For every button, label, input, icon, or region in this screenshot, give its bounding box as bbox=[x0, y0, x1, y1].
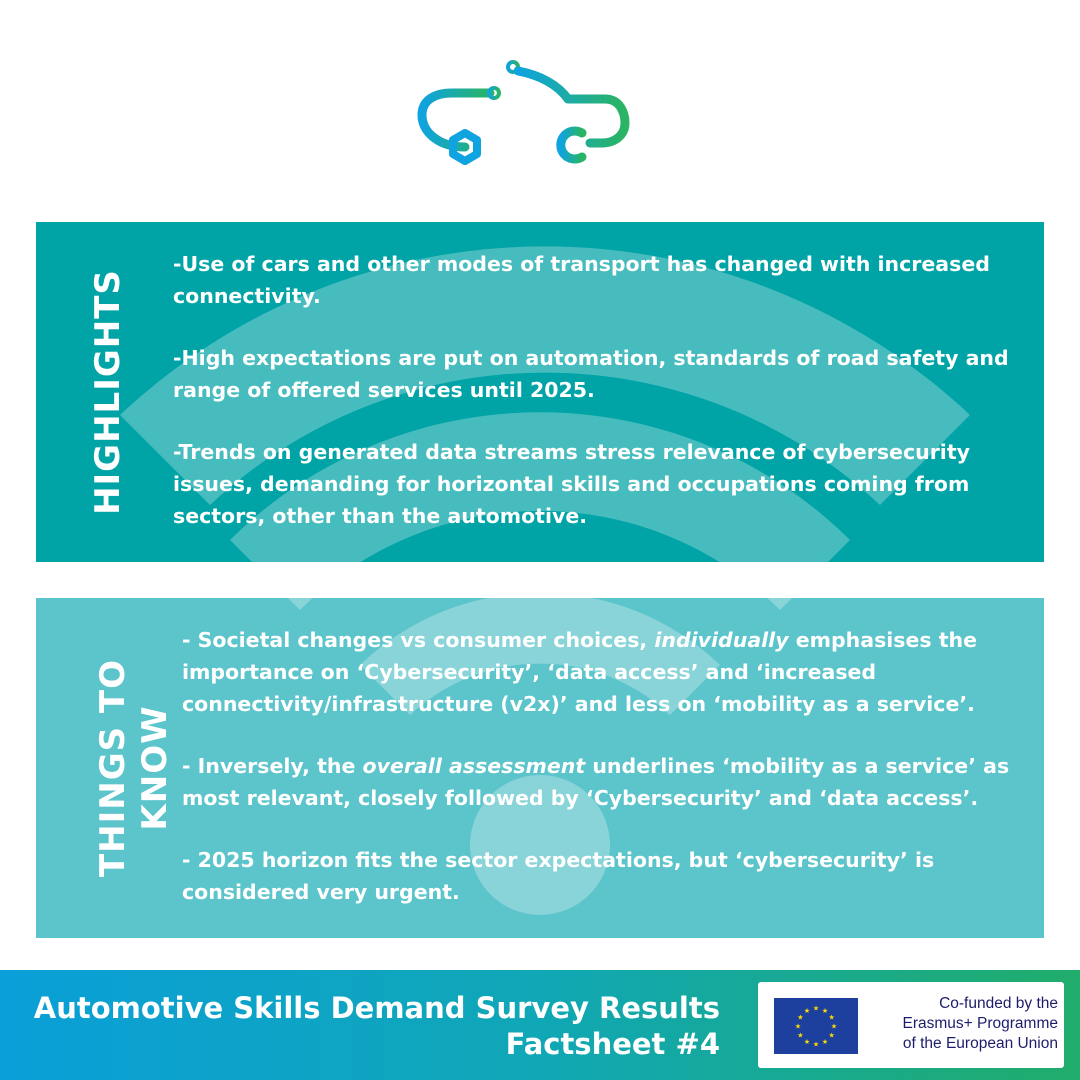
footer-banner bbox=[0, 970, 1080, 1080]
eu-text-line1: Co-funded by the bbox=[939, 995, 1058, 1012]
eu-star-icon: ★ bbox=[828, 1013, 835, 1022]
eu-star-icon: ★ bbox=[797, 1031, 804, 1040]
things-to-know-list bbox=[182, 624, 1032, 938]
things-item: - Inversely, the overall assessment underlines ‘mobility as a service’ as most relevant, closely followed by ‘Cybersecurity’ and ‘data access’. bbox=[182, 754, 1010, 810]
highlights-panel bbox=[36, 222, 1044, 562]
eu-flag-icon bbox=[774, 998, 858, 1054]
highlight-item: -High expectations are put on automation, standards of road safety and range of offered services until 2025. bbox=[173, 346, 1009, 402]
things-to-know-title: THINGS TO KNOW bbox=[93, 658, 175, 878]
things-to-know-panel bbox=[36, 598, 1044, 938]
footer-title-line2: Factsheet #4 bbox=[505, 1027, 720, 1061]
eu-text-line2: Erasmus+ Programme bbox=[902, 1015, 1058, 1032]
eu-star-icon: ★ bbox=[794, 1022, 802, 1031]
eu-star-icon: ★ bbox=[830, 1022, 838, 1031]
eu-text-line3: of the European Union bbox=[902, 1035, 1058, 1052]
footer-title-line1: Automotive Skills Demand Survey Results bbox=[33, 991, 720, 1025]
eu-star-icon: ★ bbox=[821, 1006, 829, 1015]
eu-star-icon: ★ bbox=[821, 1038, 829, 1047]
eu-cofunded-text bbox=[868, 994, 1058, 1054]
things-item: - 2025 horizon fits the sector expectations, but ‘cybersecurity’ is considered very urgent. bbox=[182, 848, 935, 904]
highlights-list bbox=[173, 248, 1032, 562]
car-connectivity-logo-icon bbox=[410, 55, 640, 175]
highlights-title: HIGHLIGHTS bbox=[88, 269, 128, 515]
eu-star-icon: ★ bbox=[812, 1040, 820, 1049]
eu-cofunded-badge bbox=[758, 982, 1064, 1068]
eu-star-icon: ★ bbox=[803, 1006, 811, 1015]
eu-star-icon: ★ bbox=[803, 1038, 811, 1047]
eu-star-icon: ★ bbox=[812, 1004, 820, 1013]
footer-title bbox=[20, 990, 720, 1062]
things-item: - Societal changes vs consumer choices, individually emphasises the importance on ‘Cybersecurity’, ‘data access’ and ‘increased connectivity/infrastructure (v2x)’ and less on ‘mobility as a service’. bbox=[182, 628, 978, 716]
highlight-item: -Use of cars and other modes of transport has changed with increased connectivity. bbox=[173, 252, 990, 308]
eu-star-icon: ★ bbox=[828, 1031, 835, 1040]
eu-star-icon: ★ bbox=[797, 1013, 804, 1022]
highlight-item: -Trends on generated data streams stress relevance of cybersecurity issues, demanding for horizontal skills and occupations coming from sectors, other than the automotive. bbox=[173, 440, 970, 528]
